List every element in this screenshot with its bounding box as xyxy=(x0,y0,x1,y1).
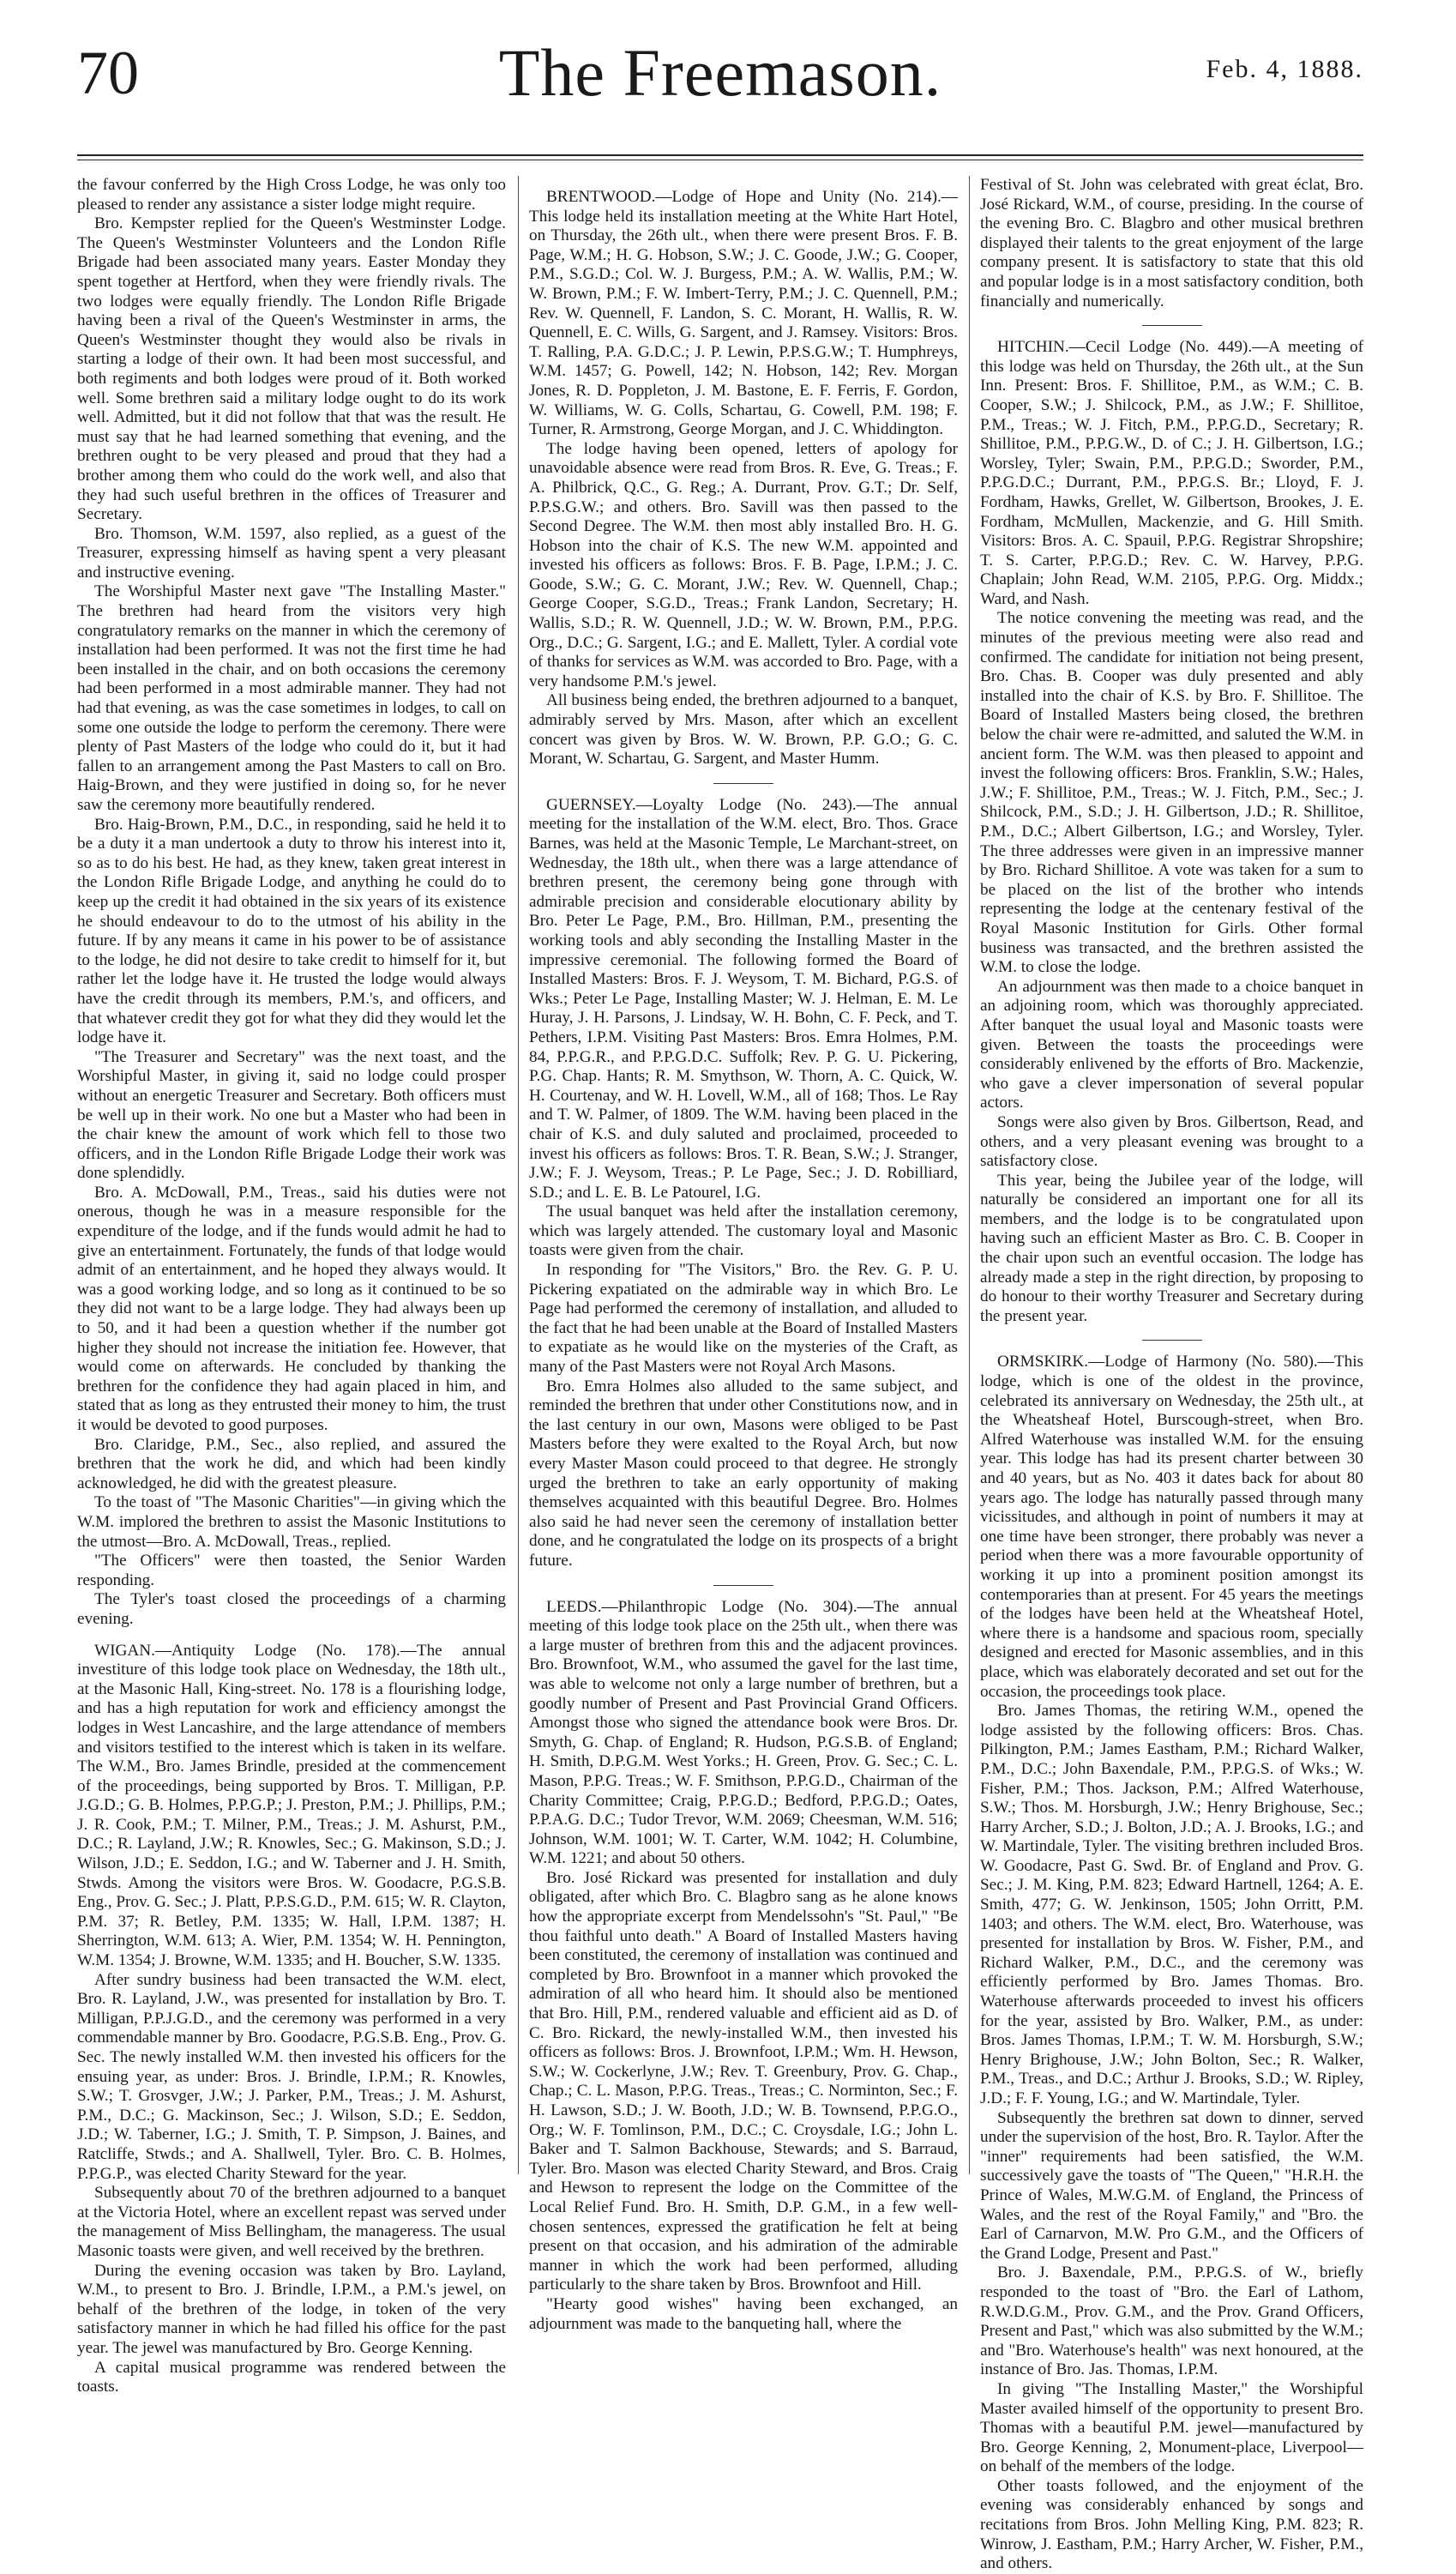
article-paragraph: Bro. Thomson, W.M. 1597, also replied, as a guest of the Treasurer, expressing himself as having spent a very pleasant and instructive evening. xyxy=(77,524,506,582)
article-paragraph: During the evening occasion was taken by Bro. Layland, W.M., to present to Bro. J. Brindle, I.P.M., a P.M.'s jewel, on behalf of the brethren of the lodge, in token of the very satisfactory manner in which he had filled his office for the past year. The jewel was manufactured by Bro. George Kenning. xyxy=(77,2261,506,2357)
article-paragraph: An adjournment was then made to a choice banquet in an adjoining room, which was thoroughly appreciated. After banquet the usual loyal and Masonic toasts were given. Between the toasts the proceedings were considerably enlivened by the efforts of Bro. Mackenzie, who gave a clever impersonation of several popular actors. xyxy=(980,977,1363,1112)
article-paragraph: In giving "The Installing Master," the Worshipful Master availed himself of the opportunity to present Bro. Thomas with a beautiful P.M. jewel—manufactured by Bro. George Kenning, 2, Monument-place, Liverpool—on behalf of the members of the lodge. xyxy=(980,2379,1363,2476)
article-column-3 xyxy=(980,176,1364,2573)
article-paragraph: All business being ended, the brethren adjourned to a banquet, admirably served by Mrs. Mason, after which an excellent concert was given by Bros. W. W. Brown, P.P. G.O.; G. C. Morant, W. Schartau, G. Sargent, and Master Humm. xyxy=(529,691,958,769)
column-divider xyxy=(969,176,970,2174)
lodge-report-heading-paragraph: GUERNSEY.—Loyalty Lodge (No. 243).—The annual meeting for the installation of the W.M. elect, Bro. Thos. Grace Barnes, was held at the Masonic Temple, Le Marchant-street, on Wednesday, the 18th ult., when there was a large attendance of brethren present, the ceremony being gone through with admirable precision and considerable elocutionary ability by Bro. Peter Le Page, P.M., Bro. Hillman, P.M., presenting the working tools and ably seconding the Installing Master in the impressive ceremonial. The following formed the Board of Installed Masters: Bros. F. J. Weysom, T. M. Bichard, P.G.S. of Wks.; Peter Le Page, Installing Master; W. J. Helman, E. M. Le Huray, J. H. Parsons, J. Lindsay, W. H. Bohn, C. F. Peck, and T. Pethers, I.P.M. Visiting Past Masters: Bros. Emra Holmes, P.M. 84, P.P.G.R., and P.P.G.D.C. Suffolk; Rev. P. G. U. Pickering, P.G. Chap. Hants; R. M. Smythson, W. Thorn, A. C. Quick, W. H. Courtenay, and W. H. Lovell, W.M., all of 168; Thos. Le Ray and T. W. Palmer, of 1809. The W.M. having been placed in the chair of K.S. and duly saluted and proclaimed, proceeded to invest his officers as follows: Bros. T. R. Bean, S.W.; J. Stranger, J.W.; F. J. Weysom, Treas.; P. Le Page, Sec.; J. D. Robilliard, S.D.; and L. E. B. Le Patourel, I.G. xyxy=(529,795,958,1202)
article-paragraph: The usual banquet was held after the installation ceremony, which was largely attended. The customary loyal and Masonic toasts were given from the chair. xyxy=(529,1203,958,1260)
article-paragraph: "The Officers" were then toasted, the Senior Warden responding. xyxy=(77,1552,506,1589)
lodge-report-heading-paragraph: HITCHIN.—Cecil Lodge (No. 449).—A meeting of this lodge was held on Thursday, the 26th ult., at the Sun Inn. Present: Bros. F. Shillitoe, P.M., as W.M.; C. B. Cooper, S.W.; J. Shilcock, P.M., as J.W.; F. Shillitoe, P.M., Treas.; W. J. Fitch, P.M., P.P.G.D., Secretary; R. Shillitoe, P.M., P.P.G.W., D. of C.; J. H. Gilbertson, I.G.; Worsley, Tyler; Swain, P.M., P.P.G.D.; Sworder, P.M., P.P.G.D.C.; Durrant, P.M., P.P.G.S. Br.; Lloyd, F. J. Fordham, Hawks, Grellet, W. Gilbertson, Brookes, J. E. Fordham, McMullen, Mackenzie, and G. Hill Smith. Visitors: Bros. A. C. Spauil, P.P.G. Registrar Shropshire; T. S. Carter, P.P.G.D.; Rev. C. W. Harvey, P.P.G. Chaplain; John Read, W.M. 2105, P.P.G. Org. Middx.; Ward, and Nash. xyxy=(980,338,1363,608)
article-paragraph: The notice convening the meeting was read, and the minutes of the previous meeting were also read and confirmed. The candidate for initiation not being present, Bro. Chas. B. Cooper was duly presented and ably installed into the chair of K.S. by Bro. F. Shillitoe. The Board of Installed Masters being closed, the brethren below the chair were re-admitted, and saluted the W.M. in ancient form. The W.M. was then pleased to appoint and invest the following officers: Bros. Franklin, S.W.; Hales, J.W.; F. Shillitoe, P.M., Treas.; W. J. Fitch, P.M., Sec.; J. Shilcock, P.M., S.D.; J. H. Gilbertson, J.D.; R. Shillitoe, P.M., D.C.; Albert Gilbertson, I.G.; and Worsley, Tyler. The three addresses were given in an impressive manner by Bro. Richard Shillitoe. A vote was taken for a sum to be placed on the list of the brother who intends representing the lodge at the centenary festival of the Royal Masonic Institution for Girls. Other formal business was transacted, and the brethren assisted the W.M. to close the lodge. xyxy=(980,609,1363,977)
article-paragraph: Bro. James Thomas, the retiring W.M., opened the lodge assisted by the following officers: Bros. Chas. Pilkington, P.M.; James Eastham, P.M.; Richard Walker, P.M., D.C.; John Baxendale, P.M., P.P.G.S. of Wks.; W. Fisher, P.M.; Thos. Jackson, P.M.; Alfred Waterhouse, S.W.; Thos. M. Horsburgh, J.W.; Henry Brighouse, Sec.; Harry Archer, S.D.; J. Bolton, J.D.; A. J. Brooks, I.G.; and W. Martindale, Tyler. The visiting brethren included Bros. W. Goodacre, Past G. Swd. Br. of England and Prov. G. Sec.; J. M. King, P.M. 823; Edward Hartnell, 1264; A. E. Smith, 477; G. W. Jenkinson, 1505; John Orritt, P.M. 1403; and others. The W.M. elect, Bro. Waterhouse, was presented for installation by Bros. W. Fisher, P.M., and Richard Walker, P.M., D.C., and the ceremony was efficiently performed by Bro. James Thomas. Bro. Waterhouse afterwards proceeded to invest his officers for the year, assisted by Bro. Walker, P.M., as under: Bros. James Thomas, I.P.M.; T. W. M. Horsburgh, S.W.; Henry Brighouse, J.W.; John Bolton, Sec.; R. Walker, P.M., Treas., and D.C.; Arthur J. Brooks, S.D.; W. Ripley, J.D.; F. F. Young, I.G.; and W. Martindale, Tyler. xyxy=(980,1702,1363,2107)
article-paragraph: To the toast of "The Masonic Charities"—in giving which the W.M. implored the brethren to assist the Masonic Institutions to the utmost—Bro. A. McDowall, Treas., replied. xyxy=(77,1493,506,1551)
article-paragraph: The Worshipful Master next gave "The Installing Master." The brethren had heard from the visitors very high congratulatory remarks on the manner in which the ceremony of installation had been performed. It was not the first time he had been installed in the chair, and on both occasions the ceremony had been performed in a most admirable manner. They had not had that evening, as was the case sometimes in lodges, to call on some one outside the lodge to perform the ceremony. There were plenty of Past Masters of the lodge who could do it, but it had fallen to an arrangement among the Past Masters to call on Bro. Haig-Brown, and they were justified in doing so, for he never saw the ceremony more beautifully rendered. xyxy=(77,582,506,814)
article-paragraph: Subsequently the brethren sat down to dinner, served under the supervision of the host, Bro. R. Taylor. After the "inner" requirements had been satisfied, the W.M. successively gave the toasts of "The Queen," "H.R.H. the Prince of Wales, M.W.G.M. of England, the Princess of Wales, and the rest of the Royal Family," and "Bro. the Earl of Carnarvon, M.W. Pro G.M., and the Officers of the Grand Lodge, Present and Past." xyxy=(980,2108,1364,2263)
article-paragraph: The lodge having been opened, letters of apology for unavoidable absence were read from Bros. R. Eve, G. Treas.; F. A. Philbrick, Q.C., G. Reg.; A. Durrant, Prov. G.T.; Dr. Self, P.P.S.G.W.; and others. Bro. Savill was then passed to the Second Degree. The W.M. then most ably installed Bro. H. G. Hobson into the chair of K.S. The new W.M. appointed and invested his officers as follows: Bros. F. B. Page, I.P.M.; J. C. Goode, S.W.; G. C. Morant, J.W.; Rev. W. Quennell, Chap.; George Cooper, S.G.D., Treas.; Frank Landon, Secretary; H. Wallis, S.D.; R. W. Quennell, J.D.; W. W. Brown, P.M., P.P.G. Org., D.C.; G. Sargent, I.G.; and E. Mallett, Tyler. A cordial vote of thanks for services as W.M. was accorded to Bro. Page, with a very handsome P.M.'s jewel. xyxy=(529,439,958,690)
page-number: 70 xyxy=(77,39,139,107)
article-paragraph: Bro. Emra Holmes also alluded to the same subject, and reminded the brethren that under other Constitutions now, and in the last century in our own, Masons were obliged to be Past Masters before they were exalted to the Royal Arch, but now every Master Mason could proceed to that degree. He strongly urged the brethren to take an early opportunity of making themselves acquainted with this beautiful Degree. Bro. Holmes also said he had never seen the ceremony of installation better done, and he congratulated the lodge on its prospects of a bright future. xyxy=(529,1377,958,1570)
article-paragraph: Subsequently about 70 of the brethren adjourned to a banquet at the Victoria Hotel, where an excellent repast was served under the management of Miss Bellingham, the manageress. The usual Masonic toasts were given, and well received by the brethren. xyxy=(77,2184,506,2260)
article-paragraph: "Hearty good wishes" having been exchanged, an adjournment was made to the banqueting hall, where the xyxy=(529,2294,958,2333)
lodge-report-heading-paragraph: ORMSKIRK.—Lodge of Harmony (No. 580).—This lodge, which is one of the oldest in the province, celebrated its anniversary on Wednesday, the 25th ult., at the Wheatsheaf Hotel, Burscough-street, when Bro. Alfred Waterhouse was installed W.M. for the ensuing year. This lodge has had its present charter between 30 and 40 years, but as No. 403 it dates back for about 80 years ago. The lodge has naturally passed through many vicissitudes, and although in point of numbers it may at one time have been stronger, there probably was never a period when there was a more favourable opportunity of working it up into a prominent position amongst its contemporaries than at present. For 45 years the meetings of the lodges have been held at the Wheatsheaf Hotel, where there is a handsome and spacious room, specially designed and erected for Masonic assemblies, and in this place, which was elaborately decorated and set out for the occasion, the proceedings took place. xyxy=(980,1353,1363,1701)
article-paragraph: Bro. A. McDowall, P.M., Treas., said his duties were not onerous, though he was in a measure responsible for the expenditure of the lodge, and if the funds would admit he had to give an entertainment. Fortunately, the funds of that lodge would admit of an entertainment, and he hoped they always would. It was a good working lodge, and so long as it continued to be so they did not want to be a large lodge. They had always been up to 50, and it had been a question whether if the number got higher they should not increase the initiation fee. However, that would come on afterwards. He concluded by thanking the brethren for the confidence they had again placed in him, and stated that as long as they entrusted their money to him, the trust it would be devoted to good purposes. xyxy=(77,1183,506,1434)
section-separator xyxy=(1142,325,1202,326)
article-paragraph: Songs were also given by Bros. Gilbertson, Read, and others, and a very pleasant evening was brought to a satisfactory close. xyxy=(980,1112,1363,1171)
masthead-rule-top xyxy=(77,154,1363,156)
newspaper-title: The Freemason. xyxy=(498,35,942,110)
article-paragraph: In responding for "The Visitors," Bro. the Rev. G. P. U. Pickering expatiated on the admirable way in which Bro. Le Page had performed the ceremony of installation, and alluded to the fact that he had been unable at the Board of Installed Masters to expatiate as he would like on the mysteries of the Craft, as many of the Past Masters were not Royal Arch Masons. xyxy=(529,1261,958,1377)
article-paragraph: This year, being the Jubilee year of the lodge, will naturally be considered an important one for all its members, and the lodge is to be congratulated upon having such an efficient Master as Bro. C. B. Cooper in the chair upon such an eventful occasion. The lodge has already made a step in the right direction, by proposing to do honour to their worthy Treasurer and Secretary during the present year. xyxy=(980,1171,1363,1325)
article-paragraph: A capital musical programme was rendered between the toasts. xyxy=(77,2358,506,2396)
article-paragraph: Bro. Claridge, P.M., Sec., also replied, and assured the brethren that the work he did, and which had been kindly acknowledged, he did with the greatest pleasure. xyxy=(77,1435,506,1492)
lodge-report-heading-paragraph: BRENTWOOD.—Lodge of Hope and Unity (No. 214).—This lodge held its installation meeting at the White Hart Hotel, on Thursday, the 26th ult., when there were present Bros. F. B. Page, W.M.; H. G. Hobson, S.W.; J. C. Goode, J.W.; G. Cooper, P.M., S.G.D.; Col. W. J. Burgess, P.M.; A. W. Wallis, P.M.; W. W. Brown, P.M.; F. W. Imbert-Terry, P.M.; J. C. Quennell, P.M.; Rev. W. Quennell, F. Landon, S. C. Morant, H. Wallis, R. W. Quennell, E. C. Wills, G. Sargent, and J. Ramsey. Visitors: Bros. T. Ralling, P.A. G.D.C.; J. P. Lewin, P.P.S.G.W.; T. Humphreys, W.M. 1457; G. Powell, 142; N. Hobson, 142; Rev. Morgan Jones, R. D. Poppleton, J. M. Bastone, E. F. Ferris, F. Gordon, W. Williams, W. G. Colls, Schartau, G. Cowell, P.M. 198; F. Turner, R. Armstrong, George Morgan, and J. C. Whiddington. xyxy=(529,188,958,439)
article-paragraph: After sundry business had been transacted the W.M. elect, Bro. R. Layland, J.W., was presented for installation by Bro. T. Milligan, P.P.J.G.D., and the ceremony was performed in a very commendable manner by Bro. Goodacre, P.G.S.B. Eng., Prov. G. Sec. The newly installed W.M. then invested his officers for the ensuing year, as under: Bros. J. Brindle, I.P.M.; R. Knowles, S.W.; T. Grosvger, J.W.; J. Parker, P.M., Treas.; J. M. Ashurst, P.M., D.C.; G. Mackinson, Sec.; J. Wilson, S.D.; E. Seddon, J.D.; W. Taberner, I.G.; J. Smith, T. P. Simpson, J. Baines, and Ratcliffe, Stwds.; and A. Shallwell, Tyler. Bro. C. B. Holmes, P.P.G.P., was elected Charity Steward for the year. xyxy=(77,1970,506,2183)
lodge-report-heading-paragraph: WIGAN.—Antiquity Lodge (No. 178).—The annual investiture of this lodge took place on Wednesday, the 18th ult., at the Masonic Hall, King-street. No. 178 is a flourishing lodge, and has a high reputation for work and efficiency amongst the lodges in West Lancashire, and the large attendance of members and visitors testified to the interest which is taken in its welfare. The W.M., Bro. James Brindle, presided at the commencement of the proceedings, being supported by Bros. T. Milligan, P.P. J.G.D.; G. B. Holmes, P.P.G.P.; J. Preston, P.M.; J. Phillips, P.M.; J. R. Cook, P.M.; T. Milner, P.M., Treas.; J. M. Ashurst, P.M., D.C.; R. Layland, J.W.; R. Knowles, Sec.; G. Makinson, S.D.; J. Wilson, J.D.; E. Seddon, I.G.; and W. Taberner and J. H. Smith, Stwds. Among the visitors were Bros. W. Goodacre, P.G.S.B. Eng., Prov. G. Sec.; J. Platt, P.P.S.G.D., P.M. 615; W. R. Clayton, P.M. 37; R. Betley, P.M. 1335; W. Hall, I.P.M. 1387; H. Sherrington, W.M. 613; A. Wier, P.M. 1354; W. H. Pennington, W.M. 1354; J. Browne, W.M. 1335; and H. Boucher, S.W. 1335. xyxy=(77,1641,506,1970)
article-column-2 xyxy=(529,176,958,2333)
article-paragraph: Bro. Kempster replied for the Queen's Westminster Lodge. The Queen's Westminster Volunteers and the London Rifle Brigade had been associated many years. Easter Monday they spent together at Hertford, when they were friendly rivals. The two lodges were equally friendly. The London Rifle Brigade having been a rival of the Queen's Westminster in arms, the Queen's Westminster thought they would also be rivals in starting a lodge of their own. It had been most successful, and both regiments and both lodges were proud of it. Both worked well. Some brethren said a military lodge ought to do its work well. Admitted, but it did not follow that that was the result. He must say that he had learned something that evening, and the brethren ought to be very pleased and proud that they had a brother among them who could do the work well, and also that they had such useful brethren in the offices of Treasurer and Secretary. xyxy=(77,214,506,524)
article-paragraph: Other toasts followed, and the enjoyment of the evening was considerably enhanced by songs and recitations from Bros. John Melling King, P.M. 823; R. Winrow, J. Eastham, P.M.; Harry Archer, W. Fisher, P.M., and others. xyxy=(980,2476,1363,2573)
article-paragraph: Bro. José Rickard was presented for installation and duly obligated, after which Bro. C. Blagbro sang as he alone knows how the appropriate excerpt from Mendelssohn's "St. Paul," "Be thou faithful unto death." A Board of Installed Masters having been constituted, the ceremony of installation was continued and completed by Bro. Brownfoot in a manner which provoked the admiration of all who heard him. It should also be mentioned that Bro. Hill, P.M., rendered valuable and efficient aid as D. of C. Bro. Rickard, the newly-installed W.M., then invested his officers as follows: Bros. J. Brownfoot, I.P.M.; Wm. H. Hewson, S.W.; W. Cockerlyne, J.W.; Rev. T. Greenbury, Prov. G. Chap., Chap.; C. L. Mason, P.P.G. Treas., Treas.; C. Norminton, Sec.; F. H. Lawson, S.D.; J. W. Booth, J.D.; W. B. Townsend, P.P.G.O., Org.; W. F. Tomlinson, P.M., D.C.; C. Croysdale, I.G.; John L. Baker and T. Salmon Backhouse, Stewards; and S. Barraud, Tyler. Bro. Mason was elected Charity Steward, and Bros. Craig and Hewson to represent the lodge on the Committee of the Local Relief Fund. Bro. H. Smith, D.P. G.M., in a few well-chosen sentences, expressed the gratification he felt at being present on that occasion, and his admiration of the admirable manner in which the work had been performed, alluding particularly to the share taken by Bros. Brownfoot and Hill. xyxy=(529,1868,958,2294)
article-paragraph: "The Treasurer and Secretary" was the next toast, and the Worshipful Master, in giving it, said no lodge could prosper without an energetic Treasurer and Secretary. Both officers must be well up in their work. No one but a Master who had been in the chair knew the amount of work which fell to those two officers, and in the London Rifle Brigade Lodge their work was done splendidly. xyxy=(77,1047,506,1183)
article-paragraph: the favour conferred by the High Cross Lodge, he was only too pleased to render any assistance a sister lodge might require. xyxy=(77,176,506,214)
section-separator xyxy=(1142,1340,1202,1341)
article-column-1 xyxy=(77,176,506,2396)
masthead xyxy=(77,17,1363,112)
article-paragraph: Festival of St. John was celebrated with great éclat, Bro. José Rickard, W.M., of course, presiding. In the course of the evening Bro. C. Blagbro and other musical brethren displayed their talents to the great enjoyment of the large company present. It is satisfactory to state that this old and popular lodge is in a most satisfactory condition, both financially and numerically. xyxy=(980,176,1363,310)
lodge-report-heading-paragraph: LEEDS.—Philanthropic Lodge (No. 304).—The annual meeting of this lodge took place on the 25th ult., when there was a large muster of brethren from this and the adjacent provinces. Bro. Brownfoot, W.M., who assumed the gavel for the last time, was able to welcome not only a large number of brethren, but a goodly number of Present and Past Provincial Grand Officers. Amongst those who signed the attendance book were Bros. Dr. Smyth, G. Chap. of England; R. Hudson, P.G.S.B. of England; H. Smith, D.P.G.M. West Yorks.; H. Green, Prov. G. Sec.; C. L. Mason, P.P.G. Treas.; W. F. Smithson, P.P.G.D., Chairman of the Charity Committee; Craig, P.P.G.D.; Bedford, P.P.G.D.; Oates, P.P.A.G. D.C.; Tudor Trevor, W.M. 2069; Cheesman, W.M. 516; Johnson, W.M. 1001; W. T. Carter, W.M. 1042; H. Columbine, W.M. 1221; and about 50 others. xyxy=(529,1597,958,1868)
column-divider xyxy=(518,176,519,2174)
article-paragraph: The Tyler's toast closed the proceedings of a charming evening. xyxy=(77,1590,506,1628)
issue-date: Feb. 4, 1888. xyxy=(1206,55,1363,83)
section-separator xyxy=(713,783,773,784)
article-paragraph: Bro. Haig-Brown, P.M., D.C., in responding, said he held it to be a duty it a man undertook a duty to throw his interest into it, so as to do his best. He had, as they knew, taken great interest in the London Rifle Brigade Lodge, and anything he could do to keep up the credit it had obtained in the six years of its existence he should endeavour to do to the utmost of his ability in the future. If by any means it came in his power to be of assistance to the lodge, he did not desire to take credit to himself for it, but rather let the lodge have it. He trusted the lodge would always have the credit through its members, P.M.'s, and officers, and that whatever credit they got for what they did they would let the lodge have it. xyxy=(77,815,506,1047)
article-paragraph: Bro. J. Baxendale, P.M., P.P.G.S. of W., briefly responded to the toast of "Bro. the Earl of Lathom, R.W.D.G.M., Prov. G.M., and the Prov. Grand Officers, Present and Past," which was also submitted by the W.M.; and "Bro. Waterhouse's health" was next honoured, at the instance of Bro. Jas. Thomas, I.P.M. xyxy=(980,2264,1363,2379)
section-separator xyxy=(713,1585,773,1586)
